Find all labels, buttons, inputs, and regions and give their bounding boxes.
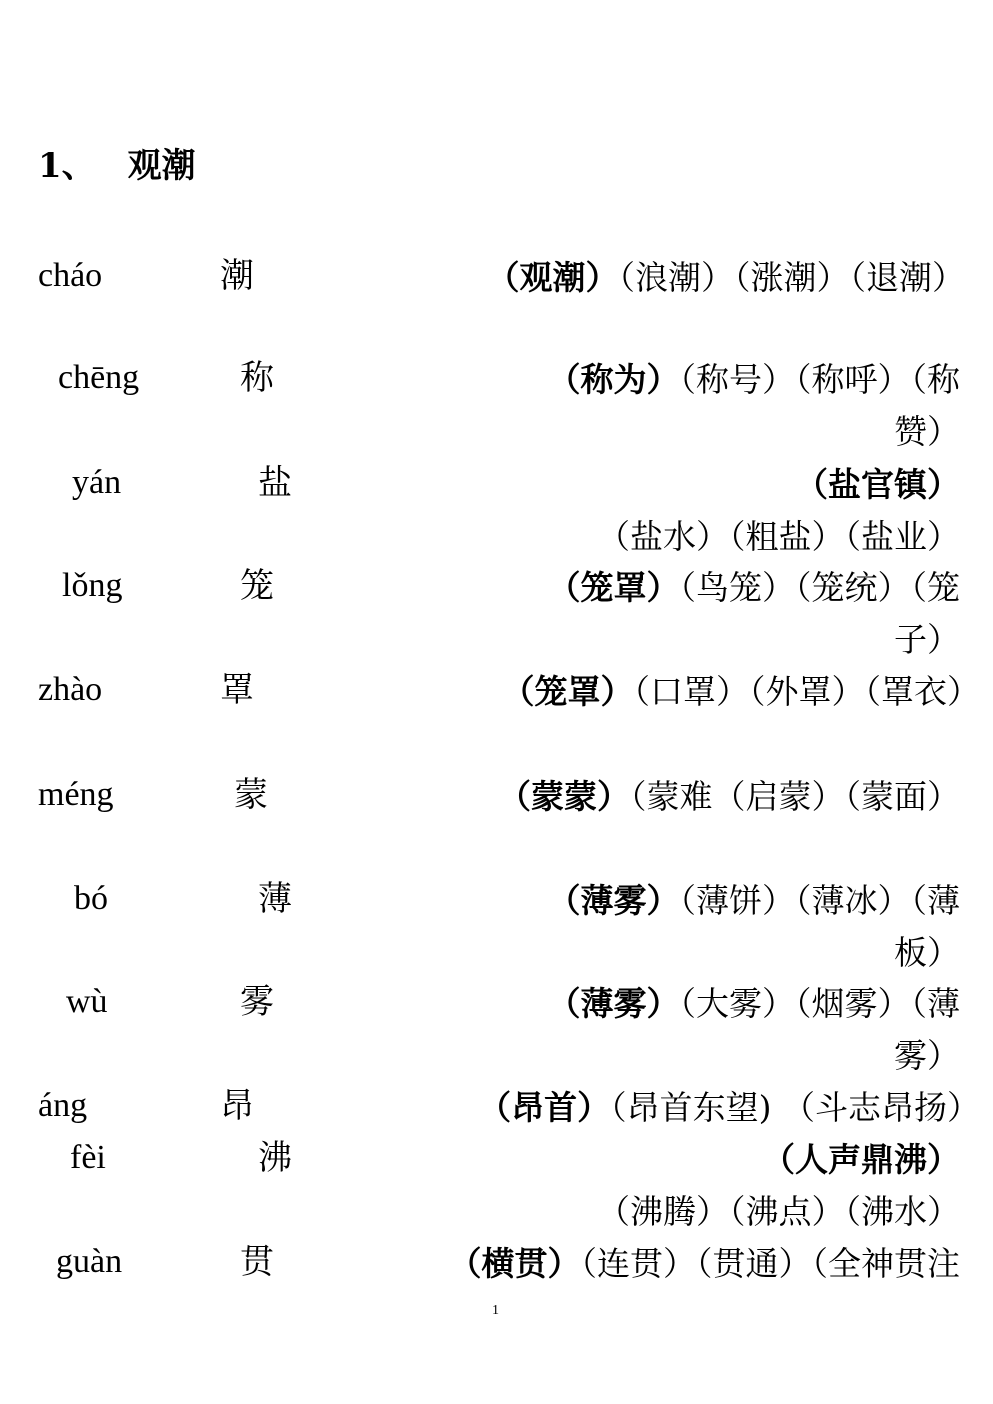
related-words: （盐水）（粗盐）（盐业）	[597, 517, 960, 556]
word-list	[440, 252, 965, 304]
character: 盐	[258, 463, 292, 503]
related-words: （蒙难（启蒙）（蒙面）	[630, 777, 960, 816]
related-words: （连贯）（贯通）（全神贯注	[580, 1244, 960, 1283]
word-list	[380, 1238, 960, 1290]
pinyin: guàn	[56, 1243, 123, 1280]
pinyin: áng	[38, 1087, 88, 1124]
main-word: （称为）	[547, 360, 680, 399]
pinyin: wù	[66, 983, 108, 1020]
main-word: （笼罩）	[547, 568, 680, 607]
word-list	[500, 875, 960, 979]
character: 称	[240, 358, 274, 398]
character: 沸	[258, 1138, 292, 1178]
word-list	[440, 771, 960, 823]
pinyin: méng	[38, 776, 114, 813]
word-list	[500, 978, 960, 1082]
word-list	[460, 666, 980, 718]
pinyin: bó	[74, 880, 108, 917]
main-word: （观潮）	[486, 258, 619, 297]
main-word: （横贯）	[448, 1244, 581, 1283]
main-word: （盐官镇）	[795, 465, 960, 504]
main-word: （薄雾）	[547, 881, 680, 920]
main-word: （人声鼎沸）	[762, 1140, 960, 1179]
related-words: （薄饼）（薄冰）（薄板）	[679, 881, 960, 972]
word-list	[500, 354, 960, 458]
pinyin: zhào	[38, 671, 103, 708]
pinyin: lǒng	[62, 567, 123, 604]
character: 贯	[240, 1242, 274, 1282]
pinyin: chēng	[58, 359, 140, 396]
related-words: （沸腾）（沸点）（沸水）	[597, 1192, 960, 1231]
related-words: （昂首东望) （斗志昂扬）	[610, 1088, 980, 1127]
word-list	[430, 1134, 960, 1238]
character: 笼	[240, 566, 274, 606]
lesson-name: 观潮	[127, 146, 196, 186]
related-words: （浪潮）（涨潮）（退潮）	[618, 258, 965, 297]
related-words: （大雾）（烟雾）（薄雾）	[679, 984, 960, 1075]
word-list	[410, 1082, 980, 1134]
pinyin: yán	[72, 464, 122, 501]
main-word: （薄雾）	[547, 984, 680, 1023]
lesson-title	[38, 142, 196, 190]
related-words: （鸟笼）（笼统）（笼子）	[679, 568, 960, 659]
character: 潮	[220, 256, 254, 296]
word-list	[500, 562, 960, 666]
page-number: 1	[492, 1303, 499, 1318]
character: 昂	[220, 1086, 254, 1126]
related-words: （口罩）（外罩）（罩衣）	[633, 672, 980, 711]
main-word: （蒙蒙）	[498, 777, 630, 816]
character: 罩	[220, 670, 254, 710]
character: 雾	[240, 982, 274, 1022]
character: 蒙	[234, 775, 268, 815]
pinyin: cháo	[38, 257, 103, 294]
related-words: （称号）（称呼）（称赞）	[679, 360, 960, 451]
character: 薄	[258, 879, 292, 919]
main-word: （笼罩）	[501, 672, 634, 711]
main-word: （昂首）	[478, 1088, 611, 1127]
pinyin: fèi	[70, 1139, 106, 1176]
word-list	[460, 459, 960, 563]
lesson-number: 1、	[38, 146, 96, 186]
